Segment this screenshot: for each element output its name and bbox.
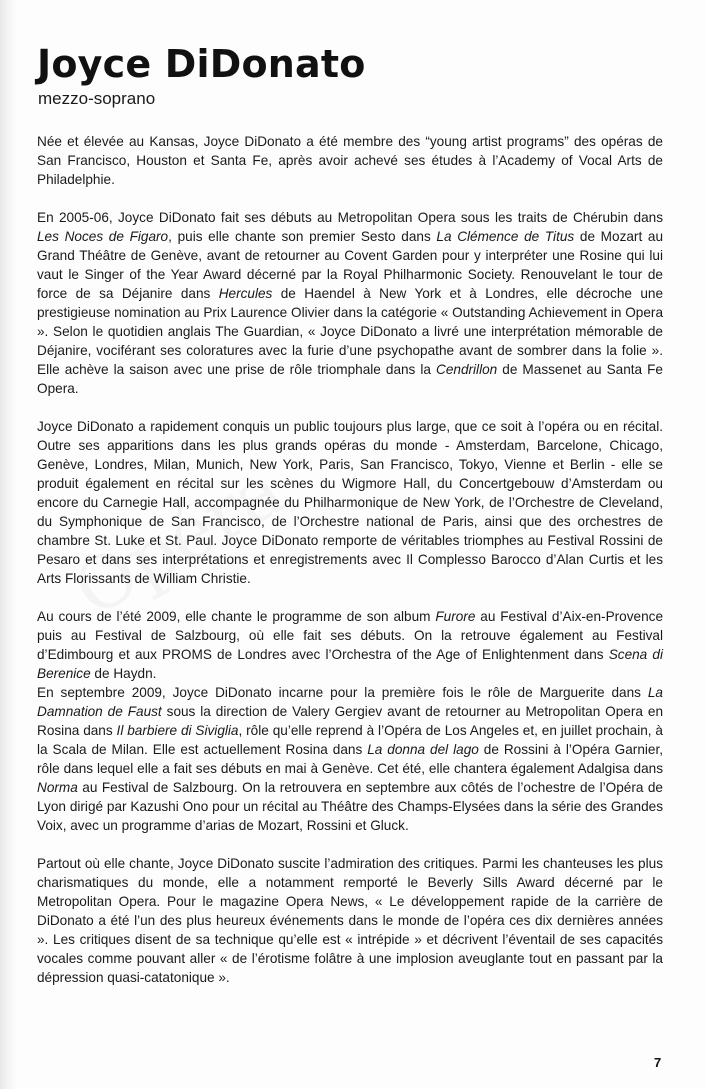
text-run: au Festival de Salzbourg. On la retrouvera en septembre aux côtés de l’ochestre de l’Opéra de Lyon dirigé par Kazushi Ono pour un récital au Théâtre des Champs-Elysées dans la série des Grandes Voix, avec un programme d’arias de Mozart, Rossini et Gluck. <box>37 780 663 833</box>
opera-title: Hercules <box>218 286 273 301</box>
opera-title: La donna del lago <box>367 742 479 757</box>
text-run: sous la direction de Valery Gergiev avant de retourner au Metropolitan Opera en Rosina dans <box>37 704 664 738</box>
text-run: au Festival d’Aix-en-Provence puis au Festival de Salzbourg, où elle fait ses débuts. On la retrouve également au Festival d’Edimbourg et aux PROMS de Londres avec l’Orchestra of the Age of Enlightenment dans <box>37 609 663 662</box>
text-run: de Haendel à New York et à Londres, elle décroche une prestigieuse nomination au Prix Laurence Olivier dans la catégorie « Outstanding Achievement in Opera ». Selon le quotidien anglais The Guardian, « Joyce DiDonato a livré une interprétation mémorable de Déjanire, vociférant ses coloratures avec la furie d’une psychopathe avant de sombrer dans la folie ». Elle achève la saison avec une prise de rôle triomphale dans la <box>37 286 663 377</box>
text-run: de Rossini à l’Opéra Garnier, rôle dans lequel elle a fait ses débuts en mai à Genève. Cet été, elle chantera également Adalgisa dans <box>37 742 664 776</box>
page-binding-edge <box>0 0 16 1089</box>
paragraph-early-life: Née et élevée au Kansas, Joyce DiDonato a été membre des “young artist programs” des opéras de San Francisco, Houston et Santa Fe, après avoir achevé ses études à l’Academy of Vocal Arts de Philadelphie. <box>37 134 663 187</box>
text-run: , rôle qu’elle reprend à l’Opéra de Los Angeles et, en juillet prochain, à la Scala de Milan. Elle est actuellement Rosina dans <box>37 723 663 757</box>
opera-title: Les Noces de Figaro <box>37 229 169 244</box>
biography-text <box>37 132 663 987</box>
voice-type: mezzo-soprano <box>38 89 156 108</box>
text-run: En 2005-06, Joyce DiDonato fait ses débuts au Metropolitan Opera sous les traits de Chérubin dans <box>37 210 663 225</box>
text-run: de Haydn. <box>90 666 157 681</box>
paragraph-september-2009 <box>37 683 663 835</box>
text-run: de Mozart au Grand Théâtre de Genève, avant de retourner au Covent Garden pour y interpréter une Rosine qui lui vaut le Singer of the Year Award décerné par la Royal Philharmonic Society. Renouvelant le tour de force de sa Déjanire dans <box>37 229 664 301</box>
opera-title: La Clémence de Titus <box>436 229 575 244</box>
work-title: Scena di Berenice <box>37 647 663 681</box>
album-title: Furore <box>435 609 476 624</box>
opera-title: Norma <box>37 780 78 795</box>
opera-title: Il barbiere di Siviglia <box>116 723 239 738</box>
page-number: 7 <box>654 1055 662 1070</box>
opera-title: Cendrillon <box>436 362 498 377</box>
text-run: En septembre 2009, Joyce DiDonato incarne pour la première fois le rôle de Marguerite dans <box>37 685 648 700</box>
text-run: de Massenet au Santa Fe Opera. <box>37 362 663 396</box>
text-run: Au cours de l’été 2009, elle chante le programme de son album <box>37 609 436 624</box>
text-run: , puis elle chante son premier Sesto dans <box>168 229 437 244</box>
opera-title: La Damnation de Faust <box>37 685 663 719</box>
paragraph-critical-acclaim: Partout où elle chante, Joyce DiDonato suscite l’admiration des critiques. Parmi les chanteuses les plus charismatiques du monde, elle a notamment remporté le Beverly Sills Award décerné par le Metropolitan Opera. Pour le magazine Opera News, « Le développement rapide de la carrière de DiDonato a été l’un des plus heureux événements dans le monde de l’opéra ces dix dernières années ». Les critiques disent de sa technique qu’elle est « intrépide » et décrivent l’éventail de ses capacités vocales comme pouvant aller « de l’érotisme folâtre à une implosion aveuglante tout en passant par la dépression quasi-catatonique ». <box>37 856 663 985</box>
artist-name: Joyce DiDonato <box>37 42 366 86</box>
paragraph-2005-season <box>37 208 663 398</box>
paragraph-international-career: Joyce DiDonato a rapidement conquis un public toujours plus large, que ce soit à l’opéra ou en récital. Outre ses apparitions dans les plus grands opéras du monde - Amsterdam, Barcelone, Chicago, Genève, Londres, Milan, Munich, New York, Paris, San Francisco, Tokyo, Vienne et Berlin - elle se produit également en récital sur les scènes du Wigmore Hall, du Concertgebouw d’Amsterdam ou encore du Carnegie Hall, accompagnée du Philharmonique de New York, de l’Orchestre de Cleveland, du Symphonique de San Francisco, de l’Orchestre national de Paris, ainsi que des orchestres de chambre St. Luke et St. Paul. Joyce DiDonato remporte de véritables triomphes au Festival Rossini de Pesaro et dans ses interprétations et enregistrements avec Il Complesso Barocco d’Alan Curtis et les Arts Florissants de William Christie. <box>37 419 663 586</box>
paragraph-summer-2009 <box>37 607 663 683</box>
